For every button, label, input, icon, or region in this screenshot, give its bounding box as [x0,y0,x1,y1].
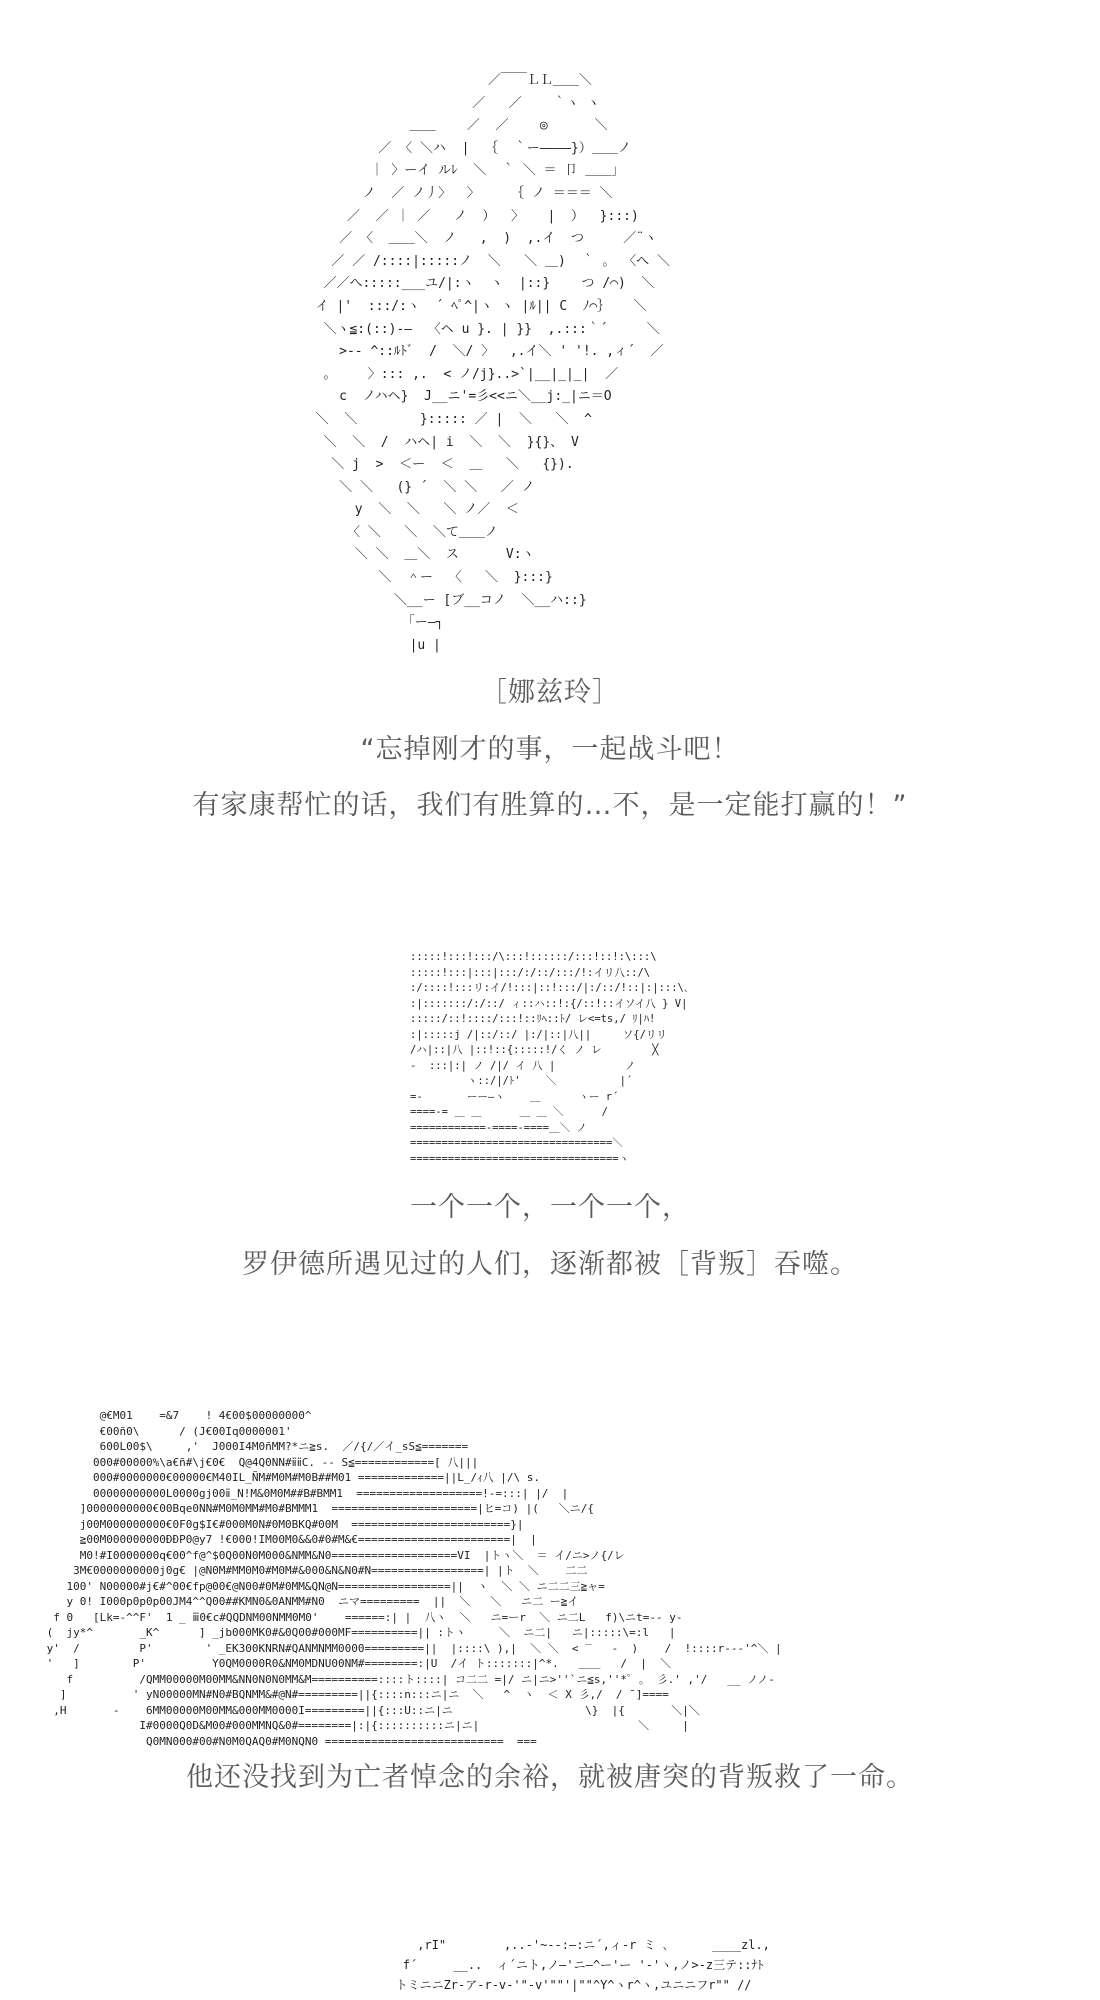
ascii-art-partial-bottom: ,rI" ,..-'~--:―:ニ´,ィ-r ミ ､ ____zl., f´ __.. ィ´ニト,ノ―'ニ―^ー'ー '-'ヽ,ノ>-z三テ::ﾅﾄ トミニニZr-ア-r-v-'"-v'""'|""^Y^ヽr^ヽ,ユニニフr"" // [395,1938,770,1992]
ascii-art-battle-scene: @€M01 =&7 ! 4€00$00000000^ €00ñ0\ / (J€00Iq0000001' 600L00$\ ,' J000I4M0ñMM?*ニ≧s. ／/{/／イ_sS≦======= 000#00000%\a€ñ#\j€0€ Q@4Q0NN#ⅱⅱC. -- S≦============[ 八||| 000#0000000€00000€M40IL_ÑM#M0M#M0B##M01 =============||L_/ｨ八 |/\ s. 00000000000L0000gj00ⅱ_N!M&0M0M##B#BMM1 ===================!-=:::| |/ | ]0000000000€00Bqe0NN#M0M0MM#M0#BMMM1 ======================|ヒ=コ) |( ＼ニ/{ j00M000000000€0F0g$I€#000M0N#0M0BKQ#00M ========================}| ≧00M000000000ÐÐP0@y7 !€000!IM00M0&&0#0#M&€=======================| | M0!#I0000000q€00^f@^$0Q00N0M000&NMM&N0===================VI |トヽ＼ ＝ イ/ニ>ノ{/レ 3M€0000000000j0g€ |@N0M#MM0M0#M0M#&000&N&N0#N=================| |ト ＼ 二二 100' N00000#j€#^00€fp@00€@N00#0M#0MM&QN@N=================|| ヽ ＼ ＼ ニ二二三≧ャ= y 0! I000p0p0p00JM4^^Q00##KMN0&0ANMM#N0 ニマ========= || ＼ ＼ ニ二 ー≧イ f 0 [Lk=-^^F' 1 _ ⅲ0€c#QQDNM00NMM0M0' ======:| | 八ヽ ＼ ニ=ーr ＼ ニ二L f)\ニt=-- y- ( jy*^ _K^ ] _jb000MK0#&0Q00#000MF==========|| :トヽ ＼ ニ二| ニ|:::::\=:l | y' / P' ' _EK300KNRN#QANMNMM0000=========|| |::::\ ),| ＼ ＼ < ‾ - ) / !::::r---'^＼ | ' ] P' Y0QM0000R0&NM0MDNU00NM#========:|U /イ ト:::::::|^*. ＿＿ / | ＼ f /QMM00000M00MM&NN0N0N0MM&M==========::::ト::::| コ二二 =|/ ニ|ニ>''`ニ≦s,''*ﾟ 。 彡.' ,'/ __ ノノ- ] ' yN00000MN#N0#BQNMM&#@N#=========||{::::n:::ニ|ニ ＼ ^ ヽ ＜ X 彡,/ / ̄ ]==== ,H - 6MM00000M00MM&000MM0000I=========||{:::U::ニ|ニ \} |{ ＼|＼ I#0000Q0D&M00#000MMNQ&0#========|:|{::::::::::ニ|ニ| ＼ | Q0MN000#00#N0M0QAQ0#M0NQN0 =========================== === [46,1409,782,1748]
narration-line-3: 他还没找到为亡者悼念的余裕，就被唐突的背叛救了一命。 [186,1762,914,1793]
ascii-art-nazrin: ／￣￣ＬＬ＿＿＼ ／ ／ ｀ヽ ヽ ＿＿ ／ ／ ◎ ＼ ／ 〈 ＼ハ | ｛ ｀ー――――}）＿＿ノ ｜ 〉ーイ ルﾚ ＼ ｀ ＼ ＝ 卩 ＿＿｣ ノ ／ ノ丿〉 〉 ｛ ノ ＝＝＝ ＼ ／ ／ ｜ ／ ノ ） 〉 | ） }:::) ／ 〈 ＿＿＼ ノ , ) ,.イ つ ／¨ヽ ／ ／ /::::|:::::ノ ＼ ＼ ＿) ｀ 。 〈へ ＼ ／／へ:::::___ユ/|:ヽ ヽ |::} つ /⌒) ＼ イ |' :::/:ヽ ´ ﾍﾟ^|ヽ ヽ |ﾙ|| C ﾉ⌒｝ ＼ ＼ヽ≦:(::)-― 〈ヘ u }. | }} ,.:::｀´ ＼ >-- ^::ﾙﾄﾞ / ＼/ 〉 ,.イ＼ ' '!. ,ィ´ ／ 。 〉::: ,. < ノ/j}..>`|__|_|_| ／ c ノハヘ} J__ニ'=彡<<ニ＼__j:_|ニ＝O ＼ ＼ }::::: ／ | ＼ ＼ ^ ＼ ＼ / ハヘ| i ＼ ＼ }{}、 V ＼ j > ＜ー ＜ ＿ ＼ {}). ＼ ＼ (} ´ ＼ ＼ ／ ノ y ＼ ＼ ＼ ノ／ ＜ 〈 ＼ ＼ ＼て＿＿ノ ＼ ＼ ＿＼ ス V:ヽ ＼ ＾ー 〈 ＼ }:::} ＼__ー [ブ__コノ ＼__ハ::} 「ー―┐ |u | [315,73,670,653]
narration-line-1: 一个一个，一个一个， [410,1192,690,1223]
dialogue-line-2: 有家康帮忙的话，我们有胜算的…不，是一定能打赢的！” [192,790,908,821]
dialogue-line-1: “忘掉刚才的事，一起战斗吧！ [360,734,740,765]
narration-line-2: 罗伊德所遇见过的人们，逐渐都被［背叛］吞噬。 [242,1249,858,1280]
speaker-name-caption: ［娜兹玲］ [480,677,620,708]
ascii-art-figure: :::::!:::!:::/\:::!::::::/:::!::!:\:::\ :::::!:::|:::|:::/:/::/:::/!:イリ八::/\ :/::::!:::リ:イ/!:::|::!:::/|:/::/!::|:|:::\､ :|:::::::/:/::/ ィ::ハ::!:{/::!::イソイ八 } V| :::::/::!::::/:::!::ﾘﾍ::ﾄ/ レ<=ts,/ ﾘ|ﾊ! :|:::::j /|::/::/ |:/|::|八|| ソ{/リリ /ハ|::|八 |::!::{:::::!/く ノ レ ╳ - :::|:| ノ /|/ イ 八 | ノ ヽ::/|/ﾄ' ＼ |´ =- ーー―ヽ ＿ ヽー r´ ====-= ＿ ＿ ＿ ＿ ＼ / ============-====-====＿＼ ノ ================================＼ =================================ヽ [410,951,690,1165]
